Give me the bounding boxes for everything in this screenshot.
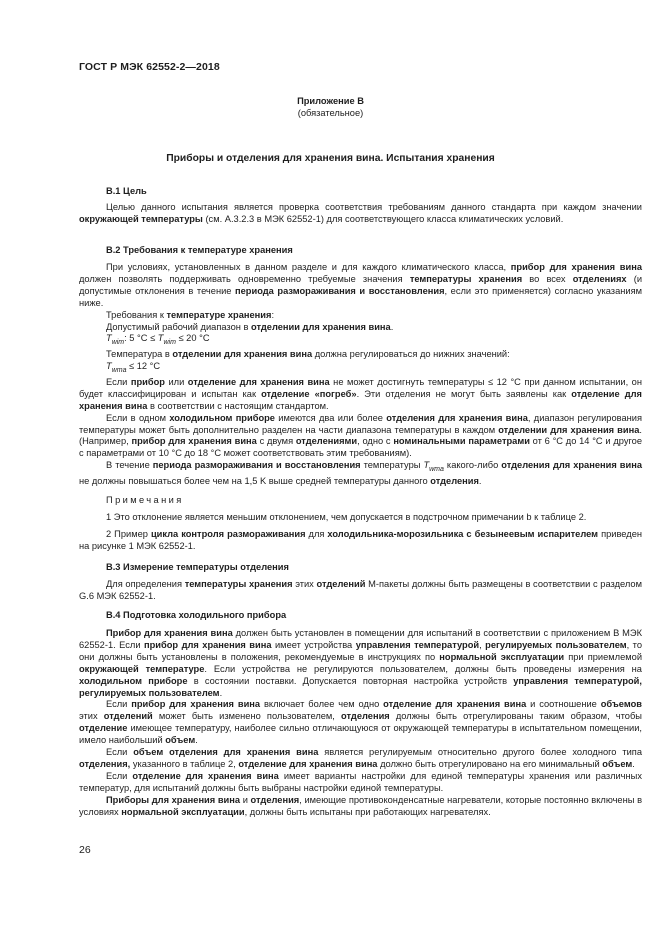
paragraph: При условиях, установленных в данном разделе и для каждого климатического класса, прибор для хранения вина должен позволять поддерживать одновременно требуемые значения температуры хранения во всех отделениях (и допустимые отклонения в течение периода размораживания и восстановления, если это применяется) согласно указаниям ниже. xyxy=(79,262,643,308)
requirements-title: Требования к температуре хранения: xyxy=(106,309,275,320)
note-1: 1 Это отклонение является меньшим отклонением, чем допускается в подстрочном примечании b к таблице 2. xyxy=(106,511,587,522)
regulation-text: Температура в отделении для хранения вина должна регулироваться до нижних значений: xyxy=(106,349,510,360)
page-number: 26 xyxy=(79,844,91,856)
notes-heading: Примечания xyxy=(106,494,184,505)
paragraph: Приборы для хранения вина и отделения, имеющие противоконденсатные нагреватели, которые постоянно включены в условиях нормальной эксплуатации, должны быть испытаны при работающих нагревателях. xyxy=(79,794,643,817)
paragraph: Если прибор или отделение для хранения вина не может достигнуть температуры ≤ 12 °C при данном испытании, он будет классифицирован и испытан как отделение «погреб». Эти отделения не могут быть заявлены как отделение для хранения вина в соответствии с настоящим стандартом. xyxy=(79,376,642,411)
annex-status: (обязательное) xyxy=(297,108,364,118)
paragraph: В течение периода размораживания и восстановления температуры $T_{wma}$ какого-либо отделения для хранения вина не должны повышаться более чем на 1,5 K выше средней температуры данного отделения. xyxy=(79,460,642,486)
paragraph: Прибор для хранения вина должен быть установлен в помещении для испытаний в соответствии с приложением В МЭК 62552-1. Если прибор для хранения вина имеет устройства управления температурой, регулируемых пользователем, то они должны быть установлены в положения, рекомендуемые в инструкциях по нормальной эксплуатации при приемлемой окружающей температуре. Если устройства не регулируются пользователем, должны быть проведены измерения на холодильном приборе в состоянии поставки. Допускается повторная настройка устройств управления температурой, регулируемых пользователем. xyxy=(79,628,643,698)
formula-wma: $T_{wma} \le 12$ °C xyxy=(106,361,161,374)
section-b2-body xyxy=(79,262,642,553)
section-b2-heading: B.2 Требования к температуре хранения xyxy=(106,245,293,255)
section-b1-body xyxy=(79,202,642,226)
paragraph: Если отделение для хранения вина имеет варианты настройки для единой температуры хранения или различных температур, для испытаний должны быть выбраны настройки единой температуры. xyxy=(79,770,642,793)
annex-title: Приборы и отделения для хранения вина. Испытания хранения xyxy=(166,153,495,164)
paragraph: Если в одном холодильном приборе имеются два или более отделения для хранения вина, диапазон регулирования температуры может быть дополнительно разделен на части диапазона температуры в каждом отделении для хранения вина. (Например, прибор для хранения вина с двумя отделениями, одно с номинальными параметрами от 6 °C до 14 °C и другое с параметрами от 10 °C до 18 °C может соответствовать этим требованиям). xyxy=(79,412,642,459)
section-b3-heading: B.3 Измерение температуры отделения xyxy=(106,562,289,572)
paragraph: Если прибор для хранения вина включает более чем одно отделение для хранения вина и соотношение объемов этих отделений может быть изменено пользователем, отделения должны быть отрегулированы таким образом, чтобы отделение имеющее температуру, наиболее сильно отличающуюся от окружающей температуры в испытательном помещении, имело наибольший объем. xyxy=(79,699,643,746)
section-b4-heading: B.4 Подготовка холодильного прибора xyxy=(106,610,287,620)
section-b4-body xyxy=(79,628,642,819)
section-b3-body xyxy=(79,579,642,603)
paragraph: Если объем отделения для хранения вина является регулируемым относительно другого более холодного типа отделения, указанного в таблице 2, отделение для хранения вина должно быть отрегулировано на его минимальный объем. xyxy=(79,747,642,769)
annex-name: Приложение В xyxy=(297,96,364,106)
formula-wim: $T_{wim}$: 5 $^\circ C \le T_{wim} \le 20$ °C xyxy=(106,333,210,347)
note-2: 2 Пример цикла контроля размораживания для холодильника-морозильника с безынеевым испарителем приведен на рисунке 1 МЭК 62552-1. xyxy=(79,528,642,551)
paragraph: Для определения температуры хранения этих отделений М-пакеты должны быть размещены в соответствии с разделом G.6 МЭК 62552-1. xyxy=(79,579,642,601)
section-b1-heading: B.1 Цель xyxy=(106,186,147,196)
document-header-id: ГОСТ Р МЭК 62552-2—2018 xyxy=(79,61,220,73)
operating-range: Допустимый рабочий диапазон в отделении для хранения вина. xyxy=(106,321,394,332)
paragraph: Целью данного испытания является проверка соответствия требованиям данного стандарта при каждом значении окружающей температуры (см. A.3.2.3 в МЭК 62552-1) для соответствующего класса климатических условий. xyxy=(79,202,642,224)
